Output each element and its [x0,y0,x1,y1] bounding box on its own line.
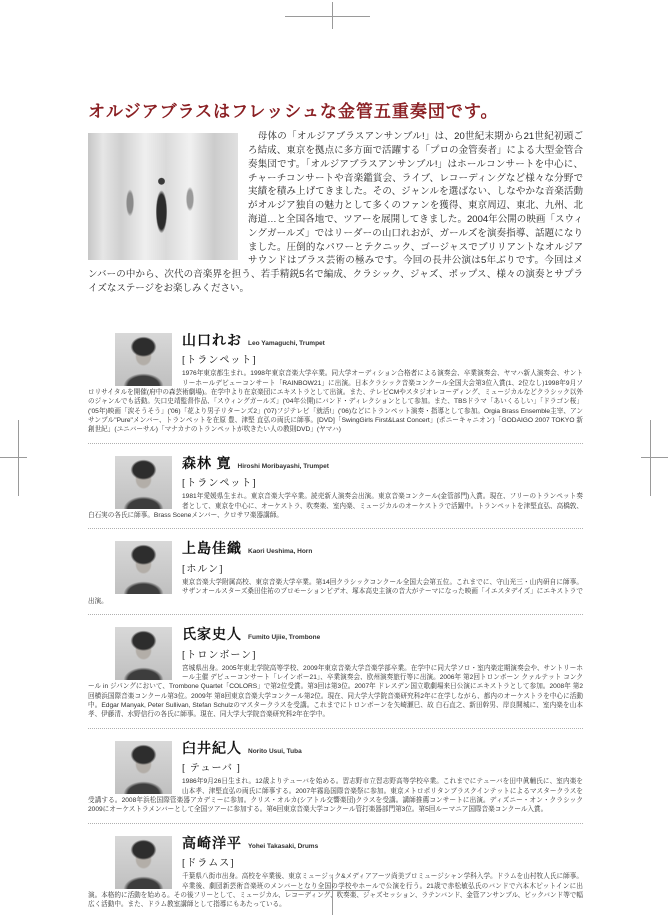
member-name: 山口れお [182,333,242,349]
member-instrument: [ドラムス] [182,858,235,870]
registration-mark-top-h [285,16,370,17]
member-name: 森林 寛 [182,456,232,472]
divider [88,528,583,529]
member-bio: 1981年愛媛県生まれ。東京音楽大学卒業。読売新人演奏会出演。東京音楽コンクール(金管部門)入賞。現在、フリーのトランペット奏者として、東京を中心に、オーケストラ、吹奏楽、室内楽、ミュージカルのオーケストラで活躍中。トランペットを津堅直弘、高橋敦、白石実の各氏に師事。Brass Sceneメンバー、クロサワ楽器講師。 [88,493,583,519]
member-bio: 1986年9月26日生まれ。12歳よりテューバを始める。習志野市立習志野高等学校卒業。これまでにテューバを田中眞輔氏に、室内楽を山本孝、津堅直弘の両氏に師事する。2007年霧島国際音楽祭に参加。東京メトロポリタンブラスクインテットによるマスタークラスを受講する。2008年浜松国際管楽器アカデミーに参加。クリス・オルカ(シアトル交響楽団)クラスを受講。講師推薦コンサートに出演。ディズニー・オン・クラシック2009にオーケストラメンバーとして全国ツアーに参加する。第6回東京音楽大学コンクール管打楽器部門第3位。第5回ルーマニア国際音楽コンクール入賞。 [88,778,583,814]
registration-mark-top-v [332,2,333,29]
member-name-en: Hiroshi Moribayashi, Trumpet [237,462,329,470]
member-bio: 千葉県八街市出身。高校を卒業後、東京ミュージック&メディアアーツ尚美プロミュージシャン学科入学。ドラムを山村牧人氏に師事。卒業後、劇団新芸術音楽班のメンバーとなり全国の学校やホールで公演を行う。21歳で赤松敏弘氏のバンドで六本木ピットインに出演。本格的に活動を始める。その後フリーとして、ミュージカル、レコーディング、吹奏楽、ジャズセッション、ラテンバンド、金管アンサンブル、ビックバンド等で幅広く活動中。また、ドラム教室講師として指導にもあたっている。 [88,873,583,909]
member-row-moribayashi [88,453,583,521]
member-list [88,330,583,910]
member-bio: 宮城県出身。2005年東北学院高等学校、2009年東京音楽大学音楽学部卒業。在学中に同大学ソロ・室内楽定期演奏会や、サントリーホール主催 デビューコンサート「レインボー21」、卒業演奏会、欧州演奏旅行等に出演。2006年 第2回トロンボーン クァルテット コンクール in ジパングにおいて、Trombone Quartet「COLORS」で第2位受賞。第3回は第3位。2007年 ドレスデン国立歌劇場来日公演にエキストラとして参加。2008年 第2回横浜国際音楽コンクール第3位。2009年 第8回東京音楽大学コンクール第2位。現在、同大学大学院音楽研究科2年に在学しながら、都内のオーケストラを中心に活動中。Edgar Manyak, Peter Sullivan, Stefan Schulzのマスタークラスを受講。これまでにトロンボーンを矢崎瀬巳、故 白石直之、新田幹男、岸良開城に、室内楽を山本孝、伊藤清、水野信行の各氏に師事。現在、同大学大学院音楽研究科2年在学中。 [88,664,583,719]
member-instrument: [ テューバ ] [182,763,241,775]
member-photo [115,333,172,386]
member-row-ujiie [88,624,583,720]
member-row-takasaki [88,833,583,910]
registration-mark-right-h [641,457,668,458]
member-name-en: Norito Usui, Tuba [248,747,302,755]
divider [88,614,583,615]
divider [88,728,583,729]
member-name-en: Yohei Takasaki, Drums [248,842,319,850]
member-photo [115,456,172,509]
divider [88,443,583,444]
registration-mark-left-v [18,420,19,496]
member-photo [115,836,172,889]
member-instrument: [トランペット] [182,355,257,367]
member-instrument: [トロンボーン] [182,649,257,661]
member-row-ueshima [88,538,583,606]
member-photo [115,627,172,680]
member-row-yamaguchi [88,330,583,435]
page-title: オルジアブラスはフレッシュな金管五重奏団です。 [88,102,499,121]
member-photo [115,541,172,594]
ensemble-photo [88,133,238,260]
flyer-content [88,102,583,910]
member-name-en: Leo Yamaguchi, Trumpet [248,339,325,347]
intro-section [88,130,583,295]
registration-mark-right-v [650,420,651,496]
member-name-en: Kaori Ueshima, Horn [248,548,313,556]
member-name: 臼井紀人 [182,741,242,757]
member-name-en: Fumito Ujiie, Trombone [248,634,321,642]
member-photo [115,741,172,794]
registration-mark-left-h [0,457,27,458]
member-name: 高崎洋平 [182,836,242,852]
member-name: 上島佳織 [182,542,242,558]
divider [88,823,583,824]
member-bio: 東京音楽大学附属高校、東京音楽大学卒業。第14回クラシックコンクール全国大会第五位。これまでに、守山光三・山内研自に師事。サザンオールスターズ桑田佳祐のプロモーションビデオ、塚本高史主演の音大がテーマになった映画「イエスタデイズ」にエキストラで出演。 [88,578,583,605]
intro-text: 母体の「オルジアブラスアンサンブル!」は、20世紀末期から21世紀初頭ごろ結成、東京を拠点に多方面で活躍する「プロの金管奏者」による大型金管合奏集団です。「オルジアブラスアンサンブル!」はホールコンサートを中心に、チャーチコンサートや音楽鑑賞会、ライブ、レコーディングなど様々な分野で実績を積み上げてきました。その、ジャンルを選ばない、しなやかな音楽活動がオルジア独自の魅力として多くのファンを獲得、東京周辺、東北、九州、北海道…と全国各地で、ツアーを展開してきました。2004年公開の映画「スウィングガールズ」ではリーダーの山口れおが、ガールズを演奏指導、話題になりました。圧倒的なパワーとテクニック、ゴージャスでブリリアントなオルジアサウンドはブラス芸術の極みです。今回の長井公演は5年ぶりです。今回はメンバーの中から、次代の音楽界を担う、若手精鋭5名で編成、クラシック、ジャズ、ポップス、様々の演奏とサプライズなステージをお楽しみください。 [88,131,583,294]
member-row-usui [88,738,583,815]
member-instrument: [ホルン] [182,563,224,575]
member-instrument: [トランペット] [182,478,257,490]
member-bio: 1976年東京都生まれ。1998年東京音楽大学卒業。同大学オーディション合格者による演奏会、卒業演奏会、ヤマハ新人演奏会、サントリーホールデビューコンサート「RAINBOW21」に出演。日本クラシック音楽コンクール全国大会第3位入賞(1、2位なし)1998年9月ソロリサイタルを開催(府中の森芸術劇場)。在学中より在京楽団にエキストラとして出演。また、テレビCMやスタジオレコーディング、ミュージカルなどクラシック以外のジャンルでも活動。矢口史靖監督作品、「スウィングガールズ」('04年公開)にバンド・ディレクションとして参加。また、TBSドラマ「あいくるしい」「ドラゴン桜」('05年)映画「涙そうそう」('06)「花より男子リターンズ2」('07)フジテレビ「就活!」('06)などにトランペット演奏・指導として参加。Orgia Brass Ensemble主宰、アンサンブル"Pure"メンバー、トランペットを在原 豊、津堅 直弘の両氏に師事。[DVD]「SwingGirls First&Last Concert」(ポニーキャニオン)「GODAIGO 2007 TOKYO 新創世紀」(ユニバーサル)「マナカナのトランペットが吹きたい人の教則DVD」(ヤマハ) [88,370,583,434]
member-name: 氏家史人 [182,628,242,644]
